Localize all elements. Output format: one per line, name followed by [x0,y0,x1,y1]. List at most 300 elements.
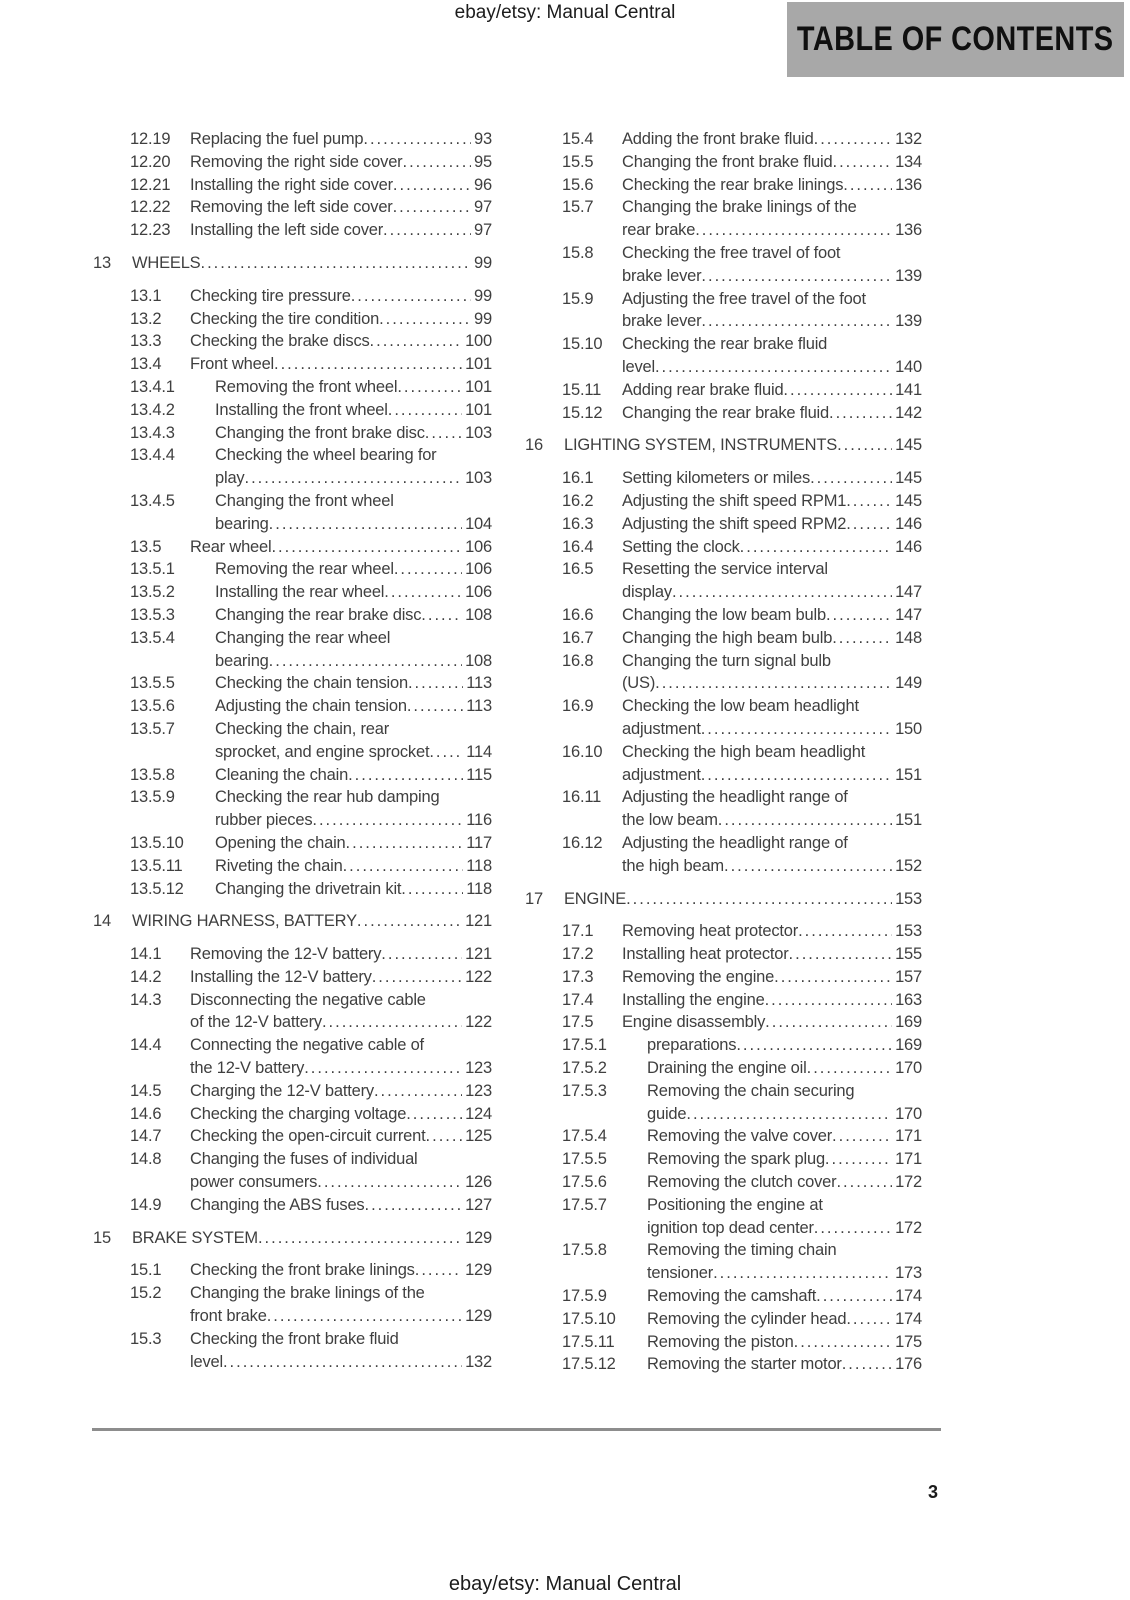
dot-leader [686,1103,892,1126]
toc-entry-row [562,786,922,832]
entry-body [215,878,492,901]
toc-entry-row [130,878,492,901]
toc-entry-row [130,1034,492,1080]
dot-leader [765,1011,892,1034]
entry-page-number: 151 [895,811,922,830]
entry-body [622,832,922,878]
entry-title: level [190,1352,223,1371]
table-of-contents-banner [787,2,1124,77]
entry-number: 14.6 [130,1104,162,1123]
dot-leader [388,399,462,422]
entry-page-number: 169 [895,1036,922,1055]
entry-line [215,650,492,673]
entry-body [215,444,492,490]
entry-title: front brake [190,1307,267,1326]
toc-entry-row [562,1194,922,1240]
toc-entry-row [130,604,492,627]
entry-body [622,288,922,334]
entry-title: Removing the left side cover [190,198,393,217]
toc-entry-row [130,832,492,855]
dot-leader [765,989,892,1012]
entry-body [190,151,492,174]
header-site-label: ebay/etsy: Manual Central [454,2,676,23]
entry-title: BRAKE SYSTEM [132,1228,258,1247]
entry-title: Installing the rear wheel [215,583,385,602]
dot-leader [672,581,892,604]
dot-leader [372,966,462,989]
entry-body [190,174,492,197]
dot-leader [274,353,462,376]
toc-entry-row [562,333,922,379]
entry-number: 13.5.10 [130,833,184,852]
toc-entry-row [562,513,922,536]
entry-title: Removing the clutch cover [647,1173,837,1192]
entry-page-number: 148 [895,628,922,647]
entry-title: Removing the right side cover [190,152,403,171]
entry-title: Adjusting the free travel of the foot [622,289,866,308]
entry-title: Adjusting the shift speed RPM2 [622,514,847,533]
entry-number: 13.5.9 [130,788,175,807]
toc-entry-row [130,536,492,559]
entry-line [622,943,922,966]
entry-page-number: 113 [466,674,492,693]
entry-number: 13.4.4 [130,446,175,465]
dot-leader [774,966,892,989]
toc-entry-row [562,558,922,604]
entry-number: 13.4 [130,355,162,374]
entry-body [622,402,922,425]
entry-title: Riveting the chain [215,856,343,875]
entry-number: 16.11 [562,788,602,807]
dot-leader [846,490,892,513]
dot-leader [351,285,471,308]
toc-entry-row [130,174,492,197]
toc-entry-row [562,536,922,559]
entry-line [215,444,492,467]
entry-title: Positioning the engine at [647,1195,823,1214]
toc-entry-row [130,285,492,308]
entry-page-number: 163 [895,990,922,1009]
entry-line [190,1080,492,1103]
entry-line [622,627,922,650]
entry-title: Checking the low beam headlight [622,697,859,716]
entry-title: Removing the chain securing [647,1081,855,1100]
entry-body [215,422,492,445]
entry-number: 13 [93,253,111,272]
entry-number: 16.1 [562,469,594,488]
entry-line [647,1262,922,1285]
entry-line [647,1217,922,1240]
entry-line [215,490,492,513]
toc-entry-row [130,196,492,219]
dot-leader [701,265,892,288]
entry-body [190,536,492,559]
dot-leader [244,467,462,490]
dot-leader [322,1011,462,1034]
dot-leader [740,536,892,559]
entry-line [190,196,492,219]
dot-leader [415,1259,462,1282]
entry-page-number: 101 [465,377,492,396]
toc-entry-row [130,695,492,718]
entry-line [622,718,922,741]
entry-title: Removing the valve cover [647,1127,833,1146]
entry-line [190,1103,492,1126]
entry-line [647,1353,922,1376]
entry-title: Removing the spark plug [647,1150,825,1169]
entry-line [132,252,492,275]
toc-entry-row [562,402,922,425]
toc-entry-row [130,1103,492,1126]
dot-leader [269,650,462,673]
toc-entry-row [562,1353,922,1376]
entry-body [622,513,922,536]
entry-number: 17.5.10 [562,1309,616,1328]
entry-title: Changing the fuses of individual [190,1150,418,1169]
entry-body [190,308,492,331]
toc-entry-row [130,1328,492,1374]
toc-entry-row [130,786,492,832]
toc-chapter-row [93,252,492,275]
entry-title: Removing the timing chain [647,1241,837,1260]
entry-line [647,1080,922,1103]
entry-body [190,1282,492,1328]
entry-title: adjustment [622,765,701,784]
entry-body [132,1227,492,1250]
entry-line [622,604,922,627]
entry-title: Changing the front brake disc [215,423,425,442]
entry-title: Front wheel [190,355,275,374]
entry-page-number: 142 [895,403,922,422]
entry-number: 15.4 [562,130,594,148]
entry-line [190,1194,492,1217]
entry-line [190,174,492,197]
entry-body [622,741,922,787]
entry-title: Changing the low beam bulb [622,605,826,624]
entry-page-number: 129 [465,1261,492,1280]
entry-number: 15.7 [562,198,594,217]
entry-page-number: 129 [465,1307,492,1326]
entry-line [622,151,922,174]
entry-body [215,376,492,399]
entry-title: Checking the free travel of foot [622,243,841,262]
dot-leader [836,1171,892,1194]
entry-body [647,1034,922,1057]
entry-number: 17.5.5 [562,1150,607,1169]
dot-leader [267,1305,462,1328]
entry-title: Installing the front wheel [215,400,388,419]
entry-line [215,672,492,695]
entry-title: Checking the chain, rear [215,719,390,738]
entry-number: 17 [525,889,543,908]
toc-entry-row [130,581,492,604]
dot-leader [810,467,892,490]
entry-number: 15.8 [562,243,594,262]
toc-entry-row [130,1194,492,1217]
entry-title: Removing the engine [622,967,775,986]
entry-line [215,741,492,764]
entry-number: 13.5.6 [130,697,175,716]
entry-title: Installing the left side cover [190,221,384,240]
entry-line [622,558,922,581]
entry-page-number: 151 [895,765,922,784]
toc-entry-row [130,1148,492,1194]
entry-page-number: 97 [474,198,492,217]
entry-body [215,399,492,422]
entry-body [647,1353,922,1376]
entry-title: Changing the ABS fuses [190,1195,365,1214]
entry-number: 14.9 [130,1195,162,1214]
entry-body [215,604,492,627]
entry-number: 17.5.11 [562,1332,615,1351]
entry-number: 15.12 [562,403,603,422]
entry-line [647,1171,922,1194]
toc-entry-row [562,1125,922,1148]
entry-body [132,252,492,275]
dot-leader [829,402,892,425]
entry-line [647,1103,922,1126]
entry-page-number: 149 [895,674,922,693]
dot-leader [223,1351,462,1374]
entry-line [622,695,922,718]
entry-title: the low beam [622,811,718,830]
entry-title: ignition top dead center [647,1218,814,1237]
entry-page-number: 96 [474,175,492,194]
entry-page-number: 113 [466,697,492,716]
entry-body [622,1011,922,1034]
entry-line [215,467,492,490]
entry-title: Changing the front wheel [215,491,394,510]
dot-leader [379,308,471,331]
entry-title: bearing [215,514,269,533]
entry-page-number: 136 [895,221,922,240]
toc-entry-row [130,128,492,151]
toc-entry-row [130,151,492,174]
toc-entry-row [130,444,492,490]
entry-number: 17.1 [562,922,594,941]
entry-number: 17.5.7 [562,1195,607,1214]
dot-leader [407,695,463,718]
entry-body [215,558,492,581]
entry-number: 15.3 [130,1329,162,1348]
entry-body [190,1328,492,1374]
entry-page-number: 157 [895,967,922,986]
entry-page-number: 106 [465,560,492,579]
entry-number: 13.1 [130,286,162,305]
entry-page-number: 103 [465,469,492,488]
entry-number: 12.20 [130,152,171,171]
entry-body [132,910,492,933]
entry-title: Adjusting the shift speed RPM1 [622,491,847,510]
entry-title: Checking the front brake linings [190,1261,415,1280]
entry-number: 16.3 [562,514,594,533]
entry-line [215,695,492,718]
entry-body [647,1125,922,1148]
entry-page-number: 99 [474,309,492,328]
toc-entry-row [130,308,492,331]
entry-line [622,966,922,989]
entry-body [215,627,492,673]
entry-line [132,1227,492,1250]
entry-line [622,581,922,604]
entry-page-number: 175 [895,1332,922,1351]
dot-leader [408,672,463,695]
toc-entry-row [562,604,922,627]
entry-page-number: 121 [465,912,492,931]
toc-entry-row [130,672,492,695]
entry-line [190,1148,492,1171]
entry-page-number: 129 [465,1228,492,1247]
entry-line [647,1239,922,1262]
entry-page-number: 153 [895,889,922,908]
footer-divider [92,1428,941,1431]
dot-leader [701,764,892,787]
toc-entry-row [562,128,922,151]
entry-title: Removing the starter motor [647,1355,842,1374]
entry-number: 13.5.4 [130,628,175,647]
entry-title: play [215,469,245,488]
entry-body [647,1171,922,1194]
entry-body [647,1331,922,1354]
entry-number: 17.5.8 [562,1241,607,1260]
dot-leader [393,196,471,219]
dot-leader [832,1125,892,1148]
dot-leader [425,422,462,445]
dot-leader [343,855,464,878]
entry-body [647,1239,922,1285]
entry-title: Checking the tire condition [190,309,380,328]
entry-body [622,242,922,288]
entry-line [190,989,492,1012]
entry-body [622,467,922,490]
entry-page-number: 155 [895,945,922,964]
entry-line [215,376,492,399]
entry-body [190,1148,492,1194]
entry-title: Changing the turn signal bulb [622,651,831,670]
entry-title: Checking the chain tension [215,674,408,693]
dot-leader [626,888,892,911]
entry-body [647,1080,922,1126]
entry-page-number: 116 [466,811,492,830]
entry-page-number: 134 [895,152,922,171]
dot-leader [814,1217,892,1240]
entry-line [190,1171,492,1194]
entry-body [190,1103,492,1126]
dot-leader [814,128,892,151]
entry-page-number: 115 [466,765,492,784]
toc-entry-row [562,1057,922,1080]
entry-number: 13.5.8 [130,765,175,784]
entry-body [622,558,922,604]
entry-line [190,219,492,242]
entry-title: rear brake [622,221,696,240]
entry-line [622,741,922,764]
entry-title: Replacing the fuel pump [190,130,364,148]
entry-page-number: 152 [895,856,922,875]
entry-page-number: 118 [466,879,492,898]
entry-line [564,888,922,911]
entry-title: Connecting the negative cable of [190,1036,424,1055]
entry-body [622,943,922,966]
entry-page-number: 121 [465,945,492,964]
entry-number: 16.9 [562,697,594,716]
entry-page-number: 100 [465,332,492,351]
entry-title: Checking the high beam headlight [622,742,866,761]
entry-number: 17.5.6 [562,1173,607,1192]
toc-entry-row [130,376,492,399]
entry-page-number: 150 [895,719,922,738]
entry-page-number: 147 [895,605,922,624]
entry-number: 13.5.12 [130,879,184,898]
toc-entry-row [562,1308,922,1331]
entry-number: 13.5 [130,537,162,556]
entry-body [622,379,922,402]
dot-leader [655,356,892,379]
toc-chapter-row [525,888,922,911]
entry-title: ENGINE [564,889,627,908]
entry-page-number: 101 [465,400,492,419]
entry-title: Checking tire pressure [190,286,351,305]
entry-body [190,1194,492,1217]
entry-page-number: 145 [895,491,922,510]
entry-title: preparations [647,1036,737,1055]
entry-title: Checking the front brake fluid [190,1329,399,1348]
entry-page-number: 125 [465,1127,492,1146]
entry-line [190,1125,492,1148]
entry-body [622,966,922,989]
entry-number: 13.4.2 [130,400,175,419]
entry-title: brake lever [622,312,702,331]
entry-body [215,672,492,695]
entry-body [622,174,922,197]
entry-line [622,219,922,242]
toc-entry-row [562,650,922,696]
entry-page-number: 106 [465,583,492,602]
entry-line [190,1034,492,1057]
toc-entry-row [130,1125,492,1148]
entry-title: Changing the rear brake disc [215,605,422,624]
entry-page-number: 127 [465,1195,492,1214]
entry-title: tensioner [647,1264,714,1283]
entry-body [564,888,922,911]
entry-title: Changing the brake linings of the [622,198,857,217]
entry-page-number: 122 [465,967,492,986]
entry-body [190,966,492,989]
dot-leader [421,604,462,627]
dot-leader [794,1331,892,1354]
entry-body [190,1034,492,1080]
entry-body [622,196,922,242]
entry-page-number: 169 [895,1013,922,1032]
entry-line [190,1351,492,1374]
entry-title: Checking the wheel bearing for [215,446,437,465]
toc-entry-row [562,490,922,513]
toc-entry-row [562,174,922,197]
entry-body [190,989,492,1035]
entry-title: Draining the engine oil [647,1059,807,1078]
entry-line [647,1194,922,1217]
dot-leader [304,1057,462,1080]
entry-body [190,219,492,242]
entry-body [622,536,922,559]
dot-leader [783,379,892,402]
entry-number: 15.9 [562,289,594,308]
entry-body [564,434,922,457]
entry-title: Checking the open-circuit current [190,1127,426,1146]
entry-line [647,1285,922,1308]
dot-leader [406,1103,462,1126]
entry-number: 16.6 [562,605,594,624]
